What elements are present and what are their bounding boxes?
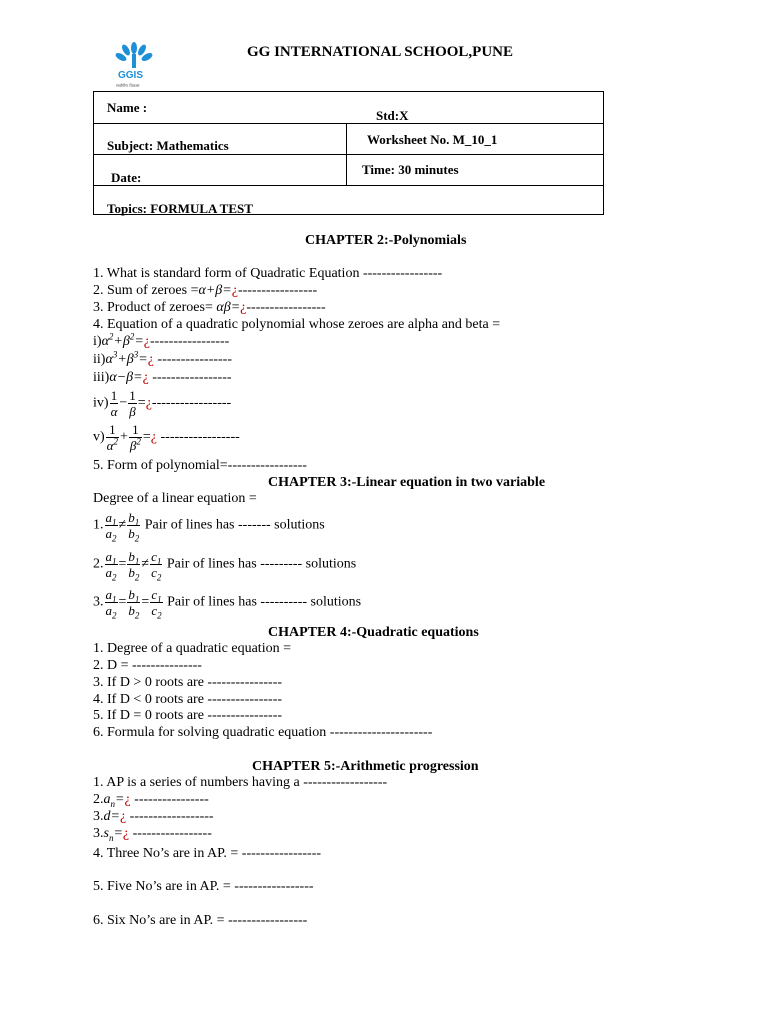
ch2-q5: 5. Form of polynomial=----------------- xyxy=(93,458,307,473)
chapter-2-title: CHAPTER 2:-Polynomials xyxy=(305,233,467,248)
ch5-q3: 3.d=¿ ------------------ xyxy=(93,809,214,824)
ch3-l1: 1. $\frac{a_1}{a_2}$ ≠ $\frac{b_1}{b_2}$ Pair of lines has ------- solutions xyxy=(93,510,325,544)
ch4-item: 5. If D = 0 roots are ---------------- xyxy=(93,708,283,723)
ch3-l2: 2. $\frac{a_1}{a_2}$ = $\frac{b_1}{b_2}$ ≠ $\frac{c_1}{c_2}$ Pair of lines has --------- solutions xyxy=(93,549,357,583)
ch3-degree: Degree of a linear equation = xyxy=(93,491,257,506)
subject-label: Subject: Mathematics xyxy=(107,138,229,153)
time-label: Time: 30 minutes xyxy=(362,162,459,177)
ch5-q1: 1. AP is a series of numbers having a ------------------ xyxy=(93,775,388,790)
school-name: GG INTERNATIONAL SCHOOL,PUNE xyxy=(247,44,514,60)
ch2-q1: 1. What is standard form of Quadratic Equation ----------------- xyxy=(93,266,443,281)
ch2-q3: 3. Product of zeroes= αβ=¿----------------- xyxy=(93,300,326,315)
std-label: Std:X xyxy=(376,108,409,123)
logo-subtext: सर्वांगीण विकास xyxy=(116,83,140,88)
ch2-qv: v) $\frac{1}{\alpha^2}$ + $\frac{1}{\beta^2}$ =¿ ----------------- xyxy=(93,422,240,453)
date-label[interactable]: Date: xyxy=(111,170,142,185)
ch5-q6: 5. Five No’s are in AP. = ----------------- xyxy=(93,879,314,894)
topics-label: Topics: FORMULA TEST xyxy=(107,201,253,216)
ch4-item: 1. Degree of a quadratic equation = xyxy=(93,641,291,656)
ch2-q4: 4. Equation of a quadratic polynomial whose zeroes are alpha and beta = xyxy=(93,317,501,332)
ch5-q2: $2.a_n=¿$ ---------------- xyxy=(93,792,209,809)
name-label[interactable]: Name : xyxy=(107,100,148,115)
ch4-item: 6. Formula for solving quadratic equation ---------------------- xyxy=(93,725,433,740)
ch2-qiii: iii)α−β=¿ ----------------- xyxy=(93,370,232,385)
ch3-l3: 3. $\frac{a_1}{a_2}$ = $\frac{b_1}{b_2}$ = $\frac{c_1}{c_2}$ Pair of lines has ---------- solutions xyxy=(93,587,362,621)
ch4-item: 4. If D < 0 roots are ---------------- xyxy=(93,692,283,707)
ch2-qii: $ii)\alpha^3+\beta^3=¿$ ---------------- xyxy=(93,349,232,367)
worksheet-label: Worksheet No. M_10_1 xyxy=(367,132,498,147)
ch4-item: 2. D = --------------- xyxy=(93,658,202,673)
chapter-4-title: CHAPTER 4:-Quadratic equations xyxy=(268,625,479,640)
school-logo xyxy=(112,40,156,92)
ch5-q7: 6. Six No’s are in AP. = ----------------- xyxy=(93,913,308,928)
ch4-item: 3. If D > 0 roots are ---------------- xyxy=(93,675,283,690)
chapter-5-title: CHAPTER 5:-Arithmetic progression xyxy=(252,759,479,774)
header-table xyxy=(93,91,604,215)
ch5-q4: $3.s_n=¿$ ----------------- xyxy=(93,826,212,843)
chapter-3-title: CHAPTER 3:-Linear equation in two variable xyxy=(268,475,546,490)
logo-text: GGIS xyxy=(118,70,144,81)
ch2-qiv: iv) $\frac{1}{\alpha}$ − $\frac{1}{\beta}$ =¿----------------- xyxy=(93,388,232,419)
ch2-q2: 2. Sum of zeroes =α+β=¿----------------- xyxy=(93,283,318,298)
ch2-qi: $i)\alpha^2+\beta^2=¿-----------------$ xyxy=(93,331,230,349)
ch5-q5: 4. Three No’s are in AP. = ----------------- xyxy=(93,846,322,861)
